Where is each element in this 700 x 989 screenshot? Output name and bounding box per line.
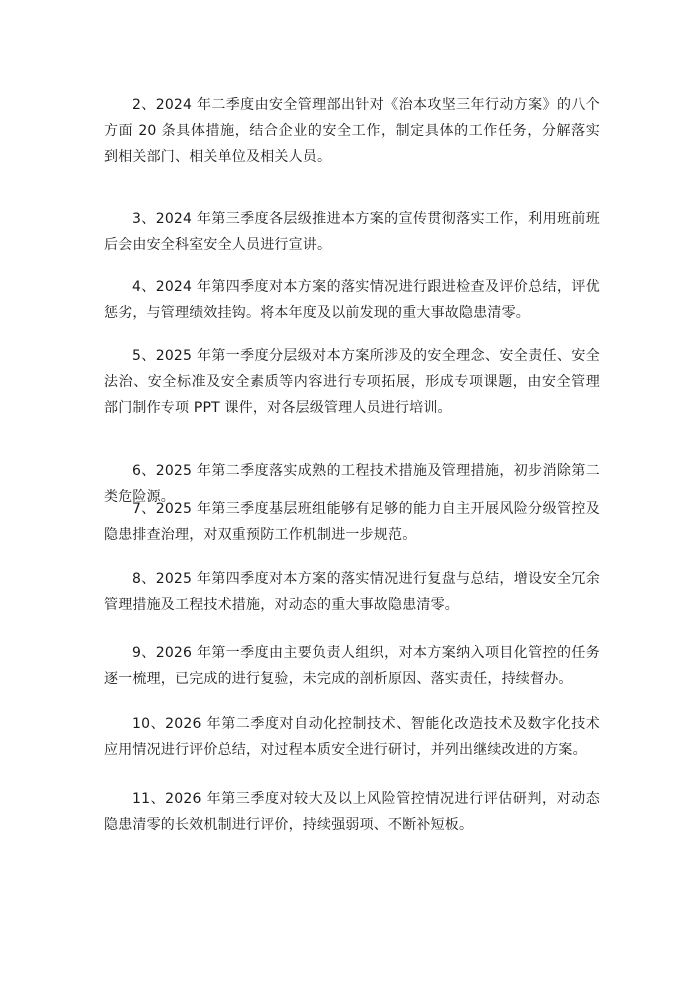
- paragraph-item-9: 9、2026 年第一季度由主要负责人组织，对本方案纳入项目化管控的任务逐一梳理，已完成的进行复验，未完成的剖析原因、落实责任，持续督办。: [104, 645, 600, 687]
- paragraph-item-3: 3、2024 年第三季度各层级推进本方案的宣传贯彻落实工作，利用班前班后会由安全科室安全人员进行宣讲。: [104, 211, 600, 253]
- paragraph-item-6: 6、2025 年第二季度落实成熟的工程技术措施及管理措施，初步消除第二类危险源。: [104, 463, 600, 505]
- paragraph-item-7: 7、2025 年第三季度基层班组能够有足够的能力自主开展风险分级管控及隐患排查治理，对双重预防工作机制进一步规范。: [104, 501, 600, 543]
- paragraph-item-4: 4、2024 年第四季度对本方案的落实情况进行跟进检查及评价总结，评优惩劣，与管理绩效挂钩。将本年度及以前发现的重大事故隐患清零。: [104, 279, 600, 321]
- paragraph-item-10: 10、2026 年第二季度对自动化控制技术、智能化改造技术及数字化技术应用情况进行评价总结，对过程本质安全进行研讨，并列出继续改进的方案。: [104, 716, 600, 758]
- paragraph-item-5: 5、2025 年第一季度分层级对本方案所涉及的安全理念、安全责任、安全法治、安全标准及安全素质等内容进行专项拓展，形成专项课题，由安全管理部门制作专项 PPT 课件，对各层级管理人员进行培训。: [104, 348, 600, 416]
- paragraph-item-2: 2、2024 年二季度由安全管理部出针对《治本攻坚三年行动方案》的八个方面 20 条具体措施，结合企业的安全工作，制定具体的工作任务，分解落实到相关部门、相关单位及相关人员。: [104, 97, 600, 165]
- paragraph-item-11: 11、2026 年第三季度对较大及以上风险管控情况进行评估研判，对动态隐患清零的长效机制进行评价，持续强弱项、不断补短板。: [104, 791, 600, 833]
- paragraph-item-8: 8、2025 年第四季度对本方案的落实情况进行复盘与总结，增设安全冗余管理措施及工程技术措施，对动态的重大事故隐患清零。: [104, 571, 600, 613]
